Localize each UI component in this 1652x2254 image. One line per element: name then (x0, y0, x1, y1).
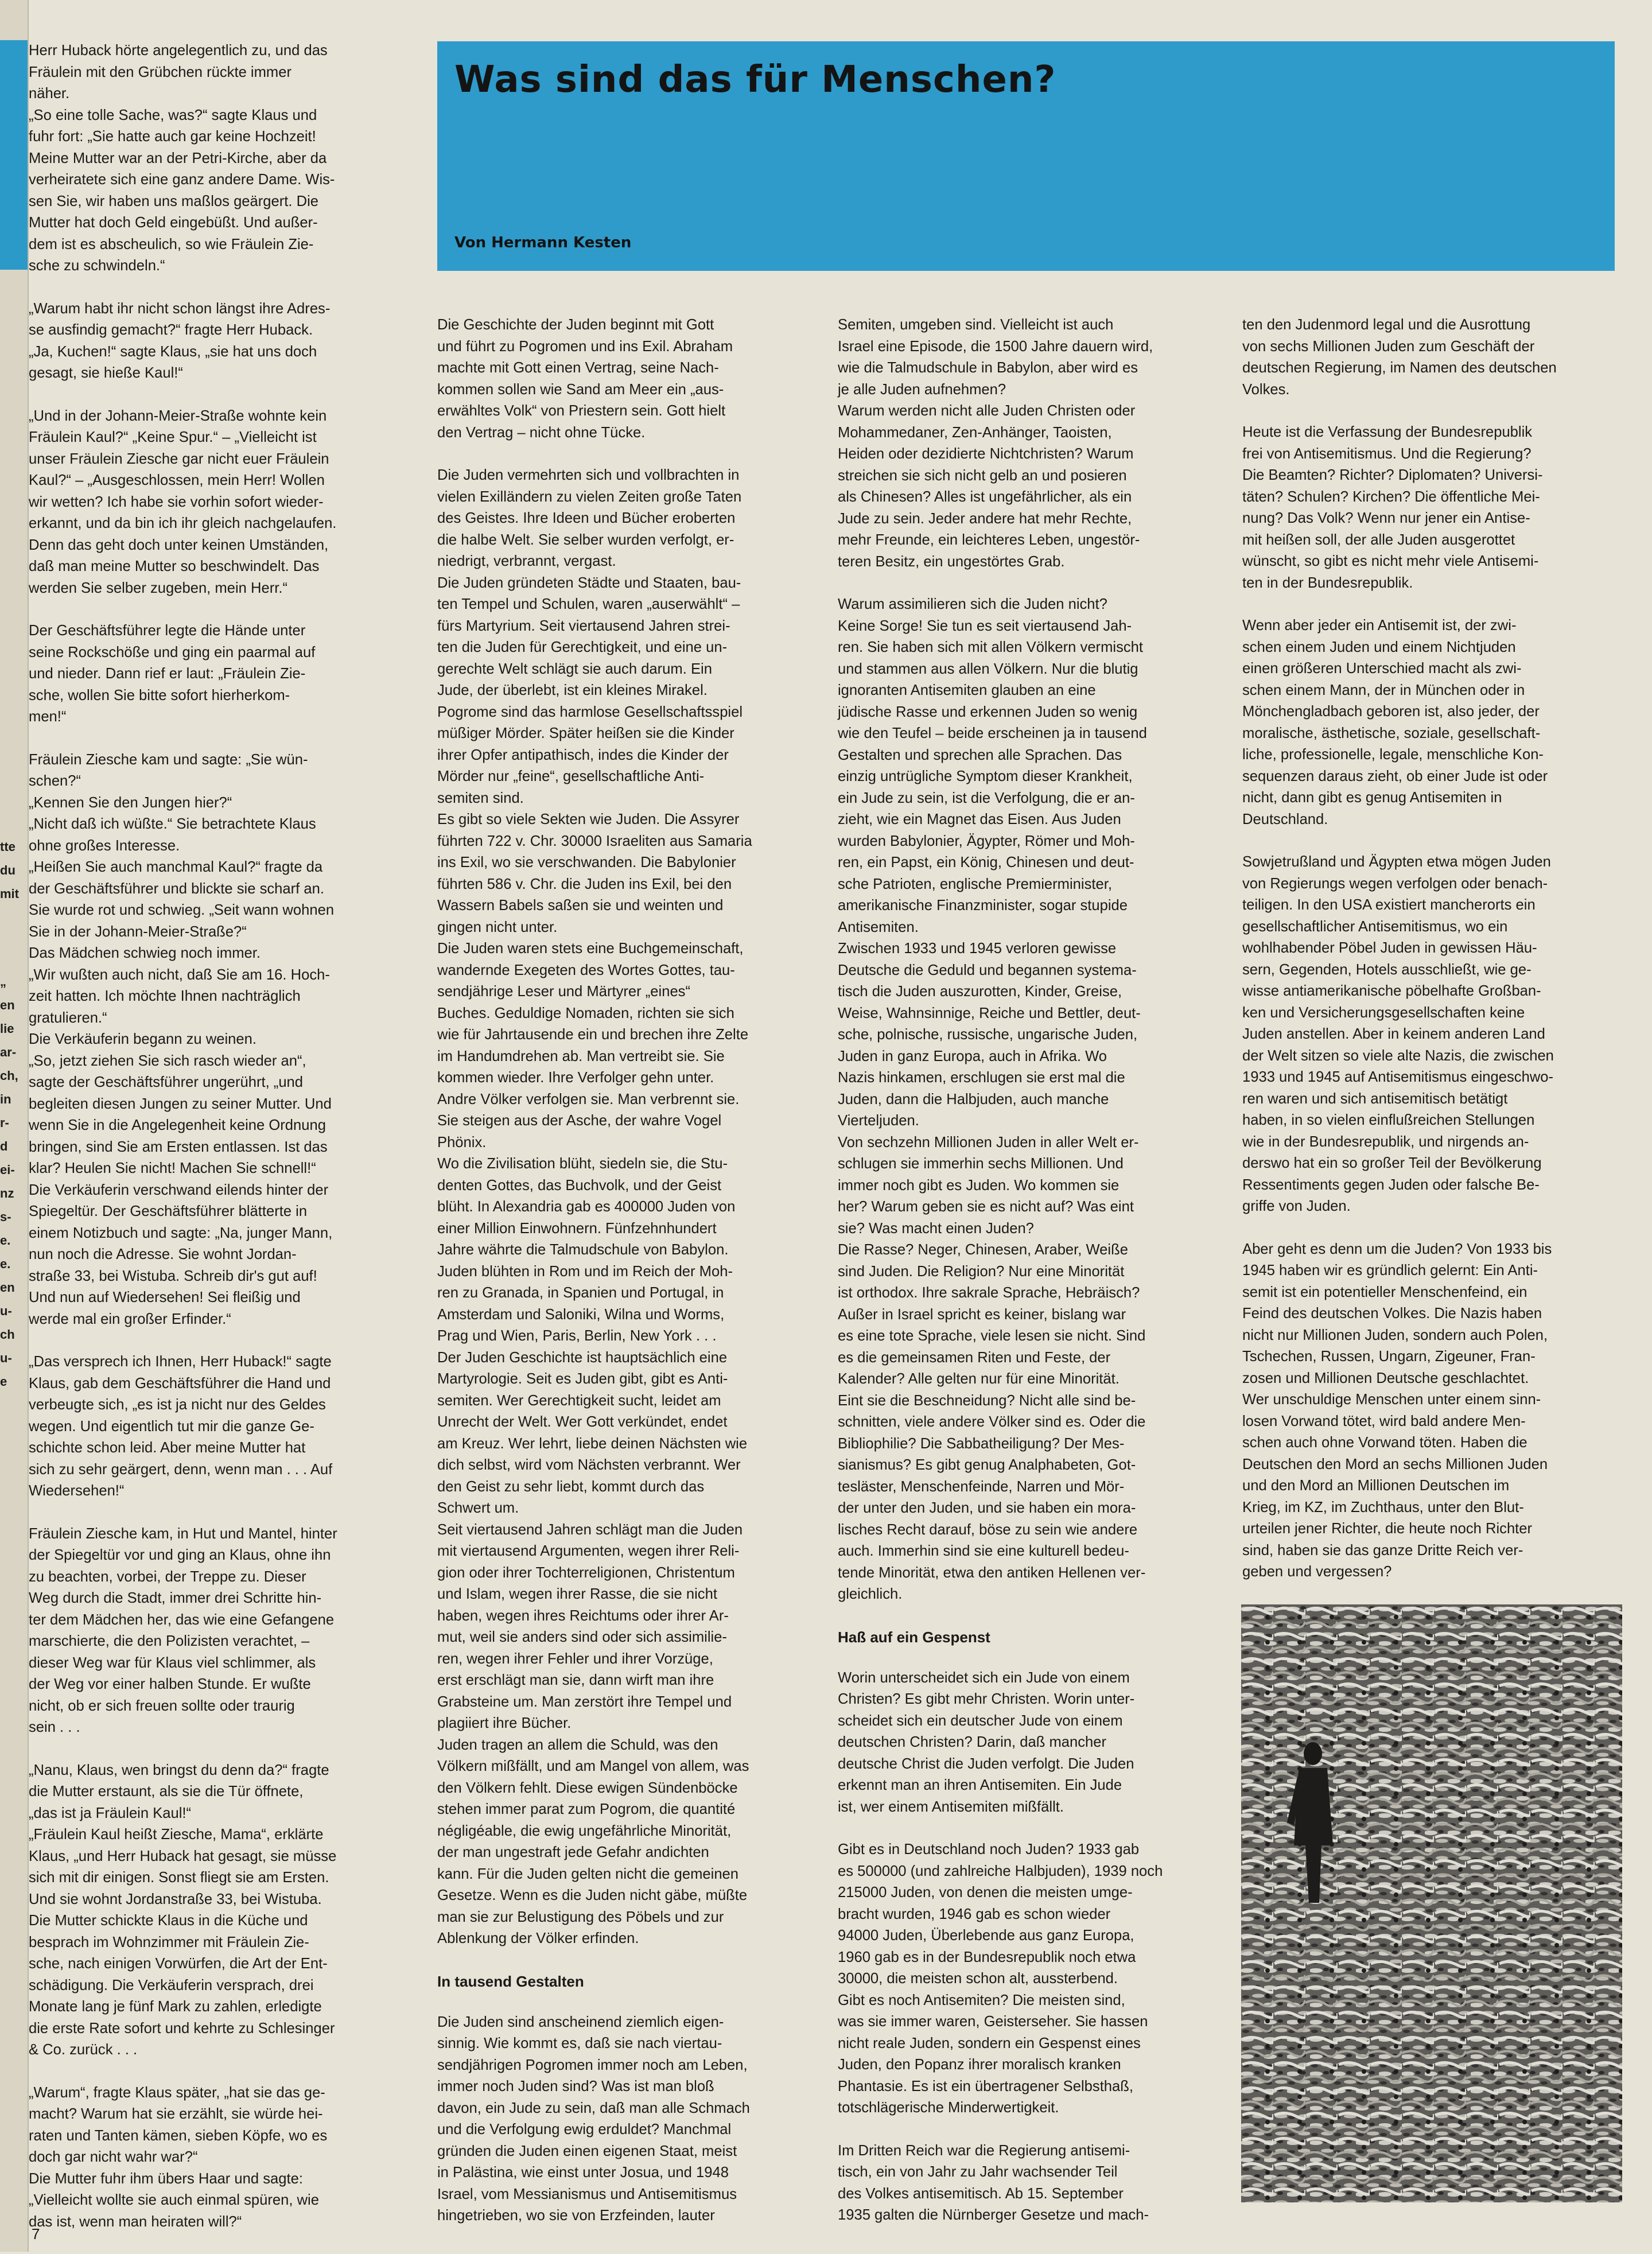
story-column-left (29, 40, 402, 2254)
article-paragraph: Die Juden sind anscheinend ziemlich eigen- sinnig. Wie kommt es, daß sie nach viertau- sendjährigen Pogromen immer noch am Leben, immer noch Juden sind? Was ist man bloß davon, ein Jude zu sein, daß man alle Schmach und die Verfolgung ewig erduldet? Manchmal gründen die Juden einen eigenen Staat, meist in Palästina, wie einst unter Josua, und 1948 Israel, vom Messianismus und Antisemitismus hingetrieben, wo sie von Erzfeinden, lauter (437, 2014, 750, 2224)
story-paragraph: „Warum habt ihr nicht schon längst ihre Adres- se ausfindig gemacht?“ fragte Herr Huback. „Ja, Kuchen!“ sagte Klaus, „sie hat uns doch gesagt, sie hieße Kaul!“ (29, 300, 331, 381)
story-paragraph: Fräulein Ziesche kam und sagte: „Sie wün- schen?“ „Kennen Sie den Jungen hier?“ „Nicht daß ich wüßte.“ Sie betrachtete Klaus ohne großes Interesse. „Heißen Sie auch manchmal Kaul?“ fragte da der Geschäftsführer und blickte sie scharf an. Sie wurde rot und schwieg. „Seit wann wohnen Sie in der Johann-Meier-Straße?“ Das Mädchen schwieg noch immer. „Wir wußten auch nicht, daß Sie am 16. Hoch- zeit hatten. Ich möchte Ihnen nachträglich gratulieren.“ Die Verkäuferin begann zu weinen. „So, jetzt ziehen Sie sich rasch wieder an“, sagte der Geschäftsführer ungerührt, „und begleiten diesen Jungen zu seiner Mutter. Und wenn Sie in die Angelegenheit keine Ordnung bringen, sind Sie am Ersten entlassen. Ist das klar? Heulen Sie nicht! Machen Sie schnell!“ Die Verkäuferin verschwand eilends hinter der Spiegeltür. Der Geschäftsführer blätterte in einem Notizbuch und sagte: „Na, junger Mann, nun noch die Adresse. Sie wohnt Jordan- straße 33, bei Wistuba. Schreib dir's gut auf! Und nun auf Wiedersehen! Sei fleißig und werde mal ein großer Erfinder.“ (29, 751, 335, 1327)
photograph-of-victims-icon (1241, 1604, 1622, 2202)
article-paragraph: Sowjetrußland und Ägypten etwa mögen Juden von Regierungs wegen verfolgen oder benach- teiligen. In den USA existiert mancherorts ein gesellschaftlicher Antisemitismus, wo ein wohlhabender Pöbel Juden in gewissen Häu- sern, Gegenden, Hotels ausschließt, wie ge- wisse antiamerikanische pöbelhafte Großban- ken und Versicherungsgesellschaften keine Juden anstellen. Aber in keinem anderen Land der Welt sitzen so viele alte Nazis, die zwischen 1933 und 1945 auf Antisemitismus eingeschwo- ren waren und sich antisemitisch betätigt haben, in so vielen einflußreichen Stellungen wie in der Bundesrepublik, und nirgends an- derswo hat ein so großer Teil der Bevölkerung Ressentiments gegen Juden oder falsche Be- griffe von Juden. (1242, 854, 1554, 1214)
article-paragraph: Die Juden vermehrten sich und vollbrachten in vielen Exilländern zu vielen Zeiten große Taten des Geistes. Ihre Ideen und Bücher eroberten die halbe Welt. Sie selber wurden verfolgt, er- niedrigt, verbrannt, vergast. Die Juden gründeten Städte und Staaten, bau- ten Tempel und Schulen, waren „auserwählt“ – fürs Martyrium. Seit viertausend Jahren strei- ten die Juden für Gerechtigkeit, und eine un- gerechte Welt schlägt sie auch darum. Ein Jude, der überlebt, ist ein kleines Mirakel. Pogrome sind das harmlose Gesellschaftsspiel müßiger Mörder. Später heißen sie die Kinder ihrer Opfer antipathisch, indes die Kinder der Mörder nur „feine“, gesellschaftliche Anti- semiten sind. Es gibt so viele Sekten wie Juden. Die Assyrer führten 722 v. Chr. 30000 Israeliten aus Samaria ins Exil, wo sie verschwanden. Die Babylonier führten 586 v. Chr. die Juden ins Exil, bei den Wassern Babels saßen sie und weinten und gingen nicht unter. Die Juden waren stets eine Buchgemeinschaft, wandernde Exegeten des Wortes Gottes, tau- sendjährige Leser und Märtyrer „eines“ Buches. Geduldige Nomaden, richten sie sich wie für Jahrtausende ein und brechen ihre Zelte im Handumdrehen ab. Man vertreibt sie. Sie kommen wieder. Ihre Verfolger gehn unter. Andre Völker verfolgen sie. Man verbrennt sie. Sie steigen aus der Asche, der wahre Vogel Phönix. Wo die Zivilisation blüht, siedeln sie, die Stu- denten Gottes, das Buchvolk, und der Geist blüht. In Alexandria gab es 400000 Juden von einer Million Einwohnern. Fünfzehnhundert Jahre währte die Talmudschule von Babylon. Juden blühten in Rom und im Reich der Moh- ren zu Granada, in Spanien und Portugal, in Amsterdam und Saloniki, Wilna und Worms, Prag und Wien, Paris, Berlin, New York . . . Der Juden Geschichte ist hauptsächlich eine Martyrologie. Seit es Juden gibt, gibt es Anti- semiten. Wer Gerechtigkeit sucht, leidet am Unrecht der Welt. Wer Gott verkündet, endet am Kreuz. Wer lehrt, liebe deinen Nächsten wie dich selbst, wird vom Nächsten verbrannt. Wer den Geist zu sehr liebt, kommt durch das Schwert um. Seit viertausend Jahren schlägt man die Juden mit viertausend Argumenten, wegen ihrer Reli- gion oder ihrer Tochterreligionen, Christentum und Islam, wegen ihrer Rasse, die sie nicht haben, wegen ihres Reichtums oder ihrer Ar- mut, weil sie anders sind oder sich assimilie- ren, wegen ihrer Fehler und ihrer Vorzüge, erst erschlägt man sie, dann wirft man ihre Grabsteine um. Man zerstört ihre Tempel und plagiiert ihre Bücher. Juden tragen an allem die Schuld, was den Völkern mißfällt, und am Mangel von allem, was den Völkern fehlt. Diese ewigen Sündenböcke stehen immer parat zum Pogrom, die quantité négligéable, die ewig ungefährliche Minorität, der man ungestraft jede Gefahr andichten kann. Für die Juden gelten nicht die gemeinen Gesetze. Wenn es die Juden nicht gäbe, müßte man sie zur Belustigung des Pöbels und zur Ablenkung der Völker erfinden. (437, 467, 752, 1946)
section-heading: Haß auf ein Gespenst (838, 1628, 990, 1646)
article-column-2 (437, 314, 819, 2248)
article-paragraph: Die Geschichte der Juden beginnt mit Gott und führt zu Pogromen und ins Exil. Abraham machte mit Gott einen Vertrag, seine Nach- kommen sollen wie Sand am Meer ein „aus- erwähltes Volk“ von Priestern sein. Gott hielt den Vertrag – nicht ohne Tücke. (437, 317, 733, 441)
story-paragraph: „Und in der Johann-Meier-Straße wohnte kein Fräulein Kaul?“ „Keine Spur.“ – „Vielleicht ist unser Fräulein Ziesche gar nicht euer Fräulein Kaul?“ – „Ausgeschlossen, mein Herr! Wollen wir wetten? Ich habe sie vorhin sofort wieder- erkannt, und da bin ich ihr gleich nachgelaufen. Denn das geht doch unter keinen Umständen, daß man meine Mutter so beschwindelt. Das werden Sie selber zugeben, mein Herr.“ (29, 407, 337, 596)
article-paragraph: Warum assimilieren sich die Juden nicht? Keine Sorge! Sie tun es seit viertausend Jah- ren. Sie haben sich mit allen Völkern vermischt und stammen aus allen Völkern. Nur die blutig ignoranten Antisemiten glauben an eine jüdische Rasse und erkennen Juden so wenig wie den Teufel – beide erscheinen ja in tausend Gestalten und sprechen alle Sprachen. Das einzig untrügliche Symptom dieser Krankheit, ein Jude zu sein, ist die Verfolgung, die er an- zieht, wie ein Magnet das Eisen. Aus Juden wurden Babylonier, Ägypter, Römer und Moh- ren, ein Papst, ein König, Chinesen und deut- sche Patrioten, englische Premierminister, amerikanische Finanzminister, sogar stupide Antisemiten. Zwischen 1933 und 1945 verloren gewisse Deutsche die Geduld und begannen systema- tisch die Juden auszurotten, Kinder, Greise, Weise, Wahnsinnige, Reiche und Bettler, deut- sche, polnische, russische, ungarische Juden, Juden in ganz Europa, auch in Afrika. Wo Nazis hinkamen, erschlugen sie erst mal die Juden, dann die Halbjuden, auch manche Vierteljuden. Von sechzehn Millionen Juden in aller Welt er- schlugen sie immerhin sechs Millionen. Und immer noch gibt es Juden. Wo kommen sie her? Warum geben sie es nicht auf? Was eint sie? Was macht einen Juden? Die Rasse? Neger, Chinesen, Araber, Weiße sind Juden. Die Religion? Nur eine Minorität ist orthodox. Ihre sakrale Sprache, Hebräisch? Außer in Israel spricht es keiner, bislang war es eine tote Sprache, viele lesen sie nicht. Sind es die gemeinsamen Riten und Feste, der Kalender? Alle gelten nur für eine Minorität. Eint sie die Beschneidung? Nicht alle sind be- schnitten, viele andere Völker sind es. Oder die Bibliophilie? Die Sabbatheiligung? Der Mes- sianismus? Es gibt genug Analphabeten, Got- tesläster, Menschenfeinde, Narren und Mör- der unter den Juden, und sie haben ein mora- lisches Recht darauf, böse zu sein wie andere auch. Immerhin sind sie eine kulturell bedeu- tende Minorität, etwa den antiken Hellenen ver- gleichlich. (838, 596, 1147, 1602)
story-paragraph: „Das versprech ich Ihnen, Herr Huback!“ sagte Klaus, gab dem Geschäftsführer die Hand und verbeugte sich, „es ist ja nicht nur des Geldes wegen. Und eigentlich tut mir die ganze Ge- schichte schon leid. Aber meine Mutter hat sich zu sehr geärgert, denn, wenn man . . . Auf Wiedersehen!“ (29, 1354, 333, 1499)
article-column-3 (838, 314, 1219, 2248)
article-paragraph: Im Dritten Reich war die Regierung antisemi- tisch, ein von Jahr zu Jahr wachsender Teil des Volkes antisemitisch. Ab 15. September 1935 galten die Nürnberger Gesetze und mach- (838, 2142, 1149, 2223)
gutter-text-fragment-a: tte du mit (0, 840, 19, 901)
story-paragraph: „Nanu, Klaus, wen bringst du denn da?“ fragte die Mutter erstaunt, als sie die Tür öffnete, „das ist ja Fräulein Kaul!“ „Fräulein Kaul heißt Ziesche, Mama“, erklärte Klaus, „und Herr Huback hat gesagt, sie müsse sich mit dir einigen. Sonst fliegt sie am Ersten. Und sie wohnt Jordanstraße 33, bei Wistuba. Die Mutter schickte Klaus in die Küche und besprach im Wohnzimmer mit Fräulein Zie- sche, nach einigen Vorwürfen, die Art der Ent- schädigung. Die Verkäuferin versprach, drei Monate lang je fünf Mark zu zahlen, erledigte die erste Rate sofort und kehrte zu Schlesinger & Co. zurück . . . (29, 1762, 337, 2058)
article-paragraph: Heute ist die Verfassung der Bundesrepublik frei von Antisemitismus. Und die Regierung? Die Beamten? Richter? Diplomaten? Universi- täten? Schulen? Kirchen? Die öffentliche Mei- nung? Das Volk? Wenn nur jener ein Antise- mit heißen soll, der alle Juden ausgerottet wünscht, so gibt es nicht mehr viele Antisemi- ten in der Bundesrepublik. (1242, 424, 1543, 591)
page-number: 7 (32, 2225, 40, 2243)
story-paragraph: Herr Huback hörte angelegentlich zu, und das Fräulein mit den Grübchen rückte immer näher. „So eine tolle Sache, was?“ sagte Klaus und fuhr fort: „Sie hatte auch gar keine Hochzeit! Meine Mutter war an der Petri-Kirche, aber da verheiratete sich eine ganz andere Dame. Wis- sen Sie, wir haben uns maßlos geärgert. Die Mutter hat doch Geld eingebüßt. Und außer- dem ist es abscheulich, so wie Fräulein Zie- sche zu schwindeln.“ (29, 42, 335, 274)
article-paragraph: ten den Judenmord legal und die Ausrottung von sechs Millionen Juden zum Geschäft der deutschen Regierung, im Namen des deutschen Volkes. (1242, 317, 1557, 398)
article-paragraph: Gibt es in Deutschland noch Juden? 1933 gab es 500000 (und zahlreiche Halbjuden), 1939 noch 215000 Juden, von denen die meisten umge- bracht wurden, 1946 gab es schon wieder 94000 Juden, Überlebende aus ganz Europa, 1960 gab es in der Bundesrepublik noch etwa 30000, die meisten schon alt, aussterbend. Gibt es noch Antisemiten? Die meisten sind, was sie immer waren, Geisterseher. Sie hassen nicht reale Juden, sondern ein Gespenst eines Juden, den Popanz ihrer moralisch kranken Phantasie. Es ist ein übertragener Selbsthaß, totschlägerische Minderwertigkeit. (838, 1841, 1163, 2116)
previous-page-blue-edge (0, 40, 28, 270)
article-column-4 (1242, 314, 1624, 1604)
article-paragraph: Semiten, umgeben sind. Vielleicht ist auch Israel eine Episode, die 1500 Jahre dauern wird, wie die Talmudschule in Babylon, aber wird es je alle Juden aufnehmen? Warum werden nicht alle Juden Christen oder Mohammedaner, Zen-Anhänger, Taoisten, Heiden oder dezidierte Nichtchristen? Warum streichen sie sich nicht gelb an und posieren als Chinesen? Alles ist ungefährlicher, als ein Jude zu sein. Jeder andere hat mehr Rechte, mehr Freunde, ein leichteres Leben, ungestör- teren Besitz, ein ungestörtes Grab. (838, 317, 1153, 570)
story-paragraph: „Warum“, fragte Klaus später, „hat sie das ge- macht? Warum hat sie erzählt, sie würde hei- raten und Tanten kämen, sieben Köpfe, wo es doch gar nicht wahr war?“ Die Mutter fuhr ihm übers Haar und sagte: „Vielleicht wollte sie auch einmal spüren, wie das ist, wenn man heiraten will?“ (29, 2084, 328, 2230)
story-paragraph: Fräulein Ziesche kam, in Hut und Mantel, hinter der Spiegeltür vor und ging an Klaus, ohne ihn zu beachten, vorbei, der Treppe zu. Dieser Weg durch die Stadt, immer drei Schritte hin- ter dem Mädchen her, das wie eine Gefangene marschierte, die den Polizisten verachtet, – dieser Weg war für Klaus viel schlimmer, als der Weg vor einer halben Stunde. Er wußte nicht, ob er sich freuen sollte oder traurig sein . . . (29, 1525, 337, 1735)
section-heading: In tausend Gestalten (437, 1972, 584, 1990)
article-paragraph: Wenn aber jeder ein Antisemit ist, der zwi- schen einem Juden und einem Nichtjuden einen größeren Unterschied macht als zwi- schen einem Mann, der in München oder in Mönchengladbach geboren ist, also jeder, der moralische, ästhetische, soziale, gesellschaft- liche, professionelle, legale, menschliche Kon- sequenzen daraus zieht, ob einer Jude ist oder nicht, dann gibt es genug Antisemiten in Deutschland. (1242, 617, 1548, 827)
story-paragraph: Der Geschäftsführer legte die Hände unter seine Rockschöße und ging ein paarmal auf und nieder. Dann rief er laut: „Fräulein Zie- sche, wollen Sie bitte sofort hierherkom- men!“ (29, 623, 316, 725)
article-paragraph: Worin unterscheidet sich ein Jude von einem Christen? Es gibt mehr Christen. Worin unter- scheidet sich ein deutscher Jude von einem deutschen Christen? Darin, daß mancher deutsche Christ die Juden verfolgt. Die Juden erkennt man an ihren Antisemiten. Ein Jude ist, wer einem Antisemiten mißfällt. (838, 1669, 1135, 1815)
article-title-box (437, 41, 1615, 271)
gutter-text-fragment-b: „ en lie ar- ch, in r- d ei- nz s- e. e. en u- ch u- e (0, 974, 18, 1389)
article-paragraph: Aber geht es denn um die Juden? Von 1933 bis 1945 haben wir es gründlich gelernt: Ein Anti- semit ist ein potentieller Menschenfeind, ein Feind des deutschen Volkes. Die Nazis haben nicht nur Millionen Juden, sondern auch Polen, Tschechen, Russen, Ungarn, Zigeuner, Fran- zosen und Millionen Deutsche geschlachtet. Wer unschuldige Menschen unter einem sinn- losen Vorwand tötet, wird bald andere Men- schen auch ohne Vorwand töten. Haben die Deutschen den Mord an sechs Millionen Juden und den Mord an Millionen Deutschen im Krieg, im KZ, im Zuchthaus, unter den Blut- urteilen jener Richter, die heute noch Richter sind, haben sie das ganze Dritte Reich ver- geben und vergessen? (1242, 1241, 1552, 1580)
article-title: Was sind das für Menschen? (454, 59, 1056, 101)
article-byline: Von Hermann Kesten (454, 234, 632, 251)
photo-illustration (1241, 1604, 1622, 2202)
